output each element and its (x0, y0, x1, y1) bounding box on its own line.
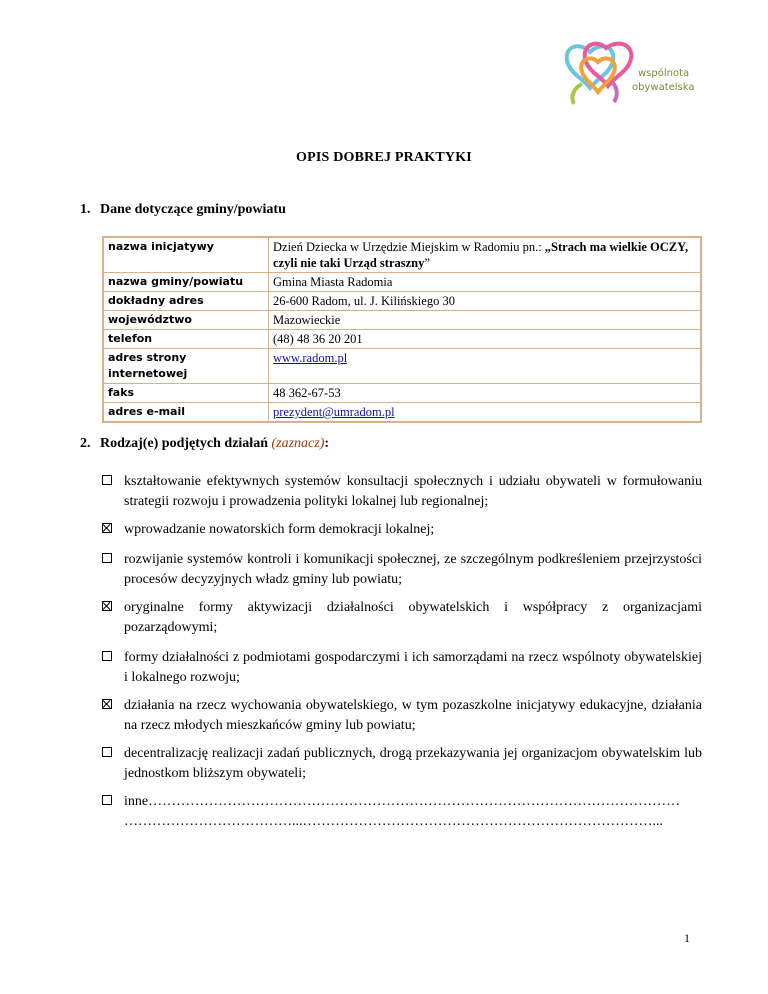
option-text: wprowadzanie nowatorskich form demokracji lokalnej; (124, 522, 435, 537)
page-number: 1 (684, 931, 690, 945)
list-item (102, 744, 702, 784)
list-item (102, 696, 702, 736)
address-value: 26-600 Radom, ul. J. Kilińskiego 30 (269, 292, 702, 311)
section-1-number: 1. (80, 202, 91, 217)
address-label: dokładny adres (103, 292, 269, 311)
initiative-suffix: ” (424, 256, 430, 270)
logo-text-line2: obywatelska (632, 82, 695, 93)
initiative-prefix: Dzień Dziecka w Urzędzie Miejskim w Radomiu pn.: (273, 240, 545, 254)
other-dots-2[interactable]: ………………………………...…………………………………………………………………... (124, 814, 663, 829)
list-item (102, 520, 702, 540)
checkbox-checked[interactable] (102, 601, 112, 611)
logo-hearts-icon (567, 44, 632, 104)
section-1-heading (80, 202, 286, 218)
section-2-number: 2. (80, 436, 91, 451)
other-line-1[interactable] (124, 792, 702, 812)
initiative-label: nazwa inicjatywy (103, 237, 269, 273)
fax-value: 48 362-67-53 (269, 384, 702, 403)
list-item (102, 648, 702, 688)
section-2-hint: (zaznacz) (271, 436, 325, 451)
checkbox[interactable] (102, 747, 112, 757)
table-row (103, 273, 701, 292)
fax-label: faks (103, 384, 269, 403)
website-link[interactable]: www.radom.pl (273, 351, 348, 365)
checkbox[interactable] (102, 651, 112, 661)
option-text: oryginalne formy aktywizacji działalności obywatelskich i współpracy z organizacjami pozarządowymi; (124, 600, 702, 635)
email-cell (269, 403, 702, 423)
section-2-heading (80, 436, 329, 452)
section-2-colon: : (324, 436, 330, 451)
table-row (103, 330, 701, 349)
logo (560, 38, 700, 110)
phone-value: (48) 48 36 20 201 (269, 330, 702, 349)
option-text: decentralizację realizacji zadań publicznych, drogą przekazywania jej organizacjom obywatelskim lub jednostkom bliższym obywateli; (124, 746, 702, 781)
page-title: OPIS DOBREJ PRAKTYKI (296, 150, 472, 165)
checkbox-checked[interactable] (102, 523, 112, 533)
table-row (103, 384, 701, 403)
table-row (103, 237, 701, 273)
email-label: adres e-mail (103, 403, 269, 423)
checkbox[interactable] (102, 553, 112, 563)
checkbox-checked[interactable] (102, 699, 112, 709)
initiative-bold: „Strach ma wielkie OCZY, czyli nie taki Urząd straszny (273, 240, 689, 270)
municipality-label: nazwa gminy/powiatu (103, 273, 269, 292)
voivodeship-label: województwo (103, 311, 269, 330)
section-2-title: Rodzaj(e) podjętych działań (100, 436, 272, 451)
email-link[interactable]: prezydent@umradom.pl (273, 405, 395, 419)
website-label: adres strony internetowej (103, 349, 269, 384)
table-row (103, 311, 701, 330)
checkbox[interactable] (102, 475, 112, 485)
checkbox[interactable] (102, 795, 112, 805)
other-dots-1: …………………………………………………………………………………………………… (148, 794, 681, 809)
table-row (103, 292, 701, 311)
logo-text-line1: wspólnota (638, 68, 690, 79)
initiative-value (269, 237, 702, 273)
info-table (102, 236, 702, 423)
phone-label: telefon (103, 330, 269, 349)
list-item (102, 550, 702, 590)
option-text: kształtowanie efektywnych systemów konsultacji społecznych i udziału obywateli w formułowaniu strategii rozwoju i prowadzenia polityki lokalnej lub regionalnej; (124, 474, 702, 509)
table-row (103, 403, 701, 423)
option-text: rozwijanie systemów kontroli i komunikacji społecznej, ze szczególnym podkreśleniem przejrzystości procesów decyzyjnych władz gminy lub powiatu; (124, 552, 702, 587)
option-text: działania na rzecz wychowania obywatelskiego, w tym pozaszkolne inicjatywy edukacyjne, działania na rzecz młodych mieszkańców gminy lub powiatu; (124, 698, 702, 733)
section-1-title: Dane dotyczące gminy/powiatu (100, 202, 286, 217)
option-text: inne (124, 794, 149, 809)
option-other (124, 792, 702, 832)
website-cell (269, 349, 702, 384)
option-text: formy działalności z podmiotami gospodarczymi i ich samorządami na rzecz wspólnoty obywatelskiej i lokalnego rozwoju; (124, 650, 702, 685)
list-item (102, 792, 702, 832)
voivodeship-value: Mazowieckie (269, 311, 702, 330)
table-row (103, 349, 701, 384)
list-item (102, 472, 702, 512)
list-item (102, 598, 702, 638)
municipality-value: Gmina Miasta Radomia (269, 273, 702, 292)
